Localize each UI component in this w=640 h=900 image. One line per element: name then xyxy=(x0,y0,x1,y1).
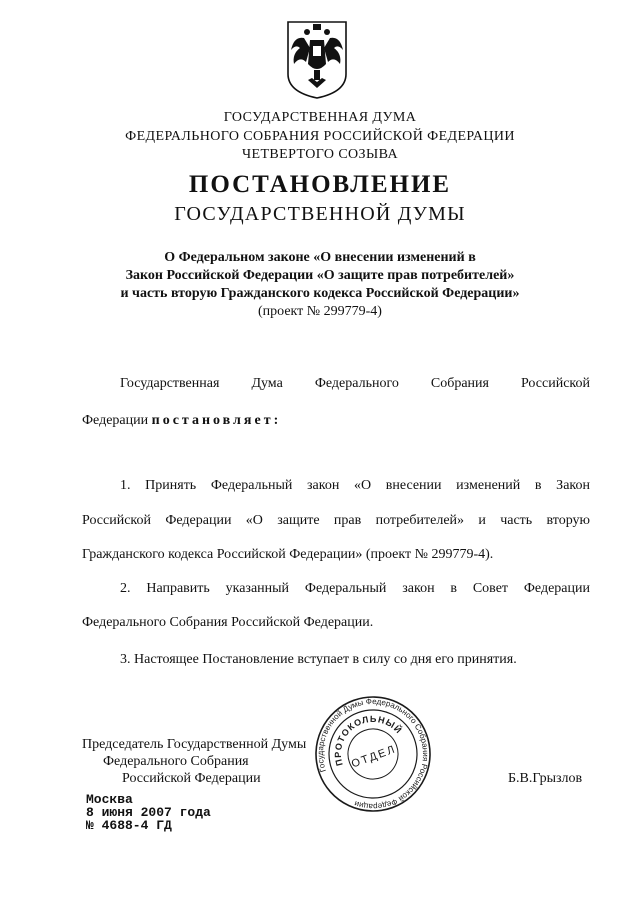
signature-title-line-2: Федерального Собрания xyxy=(103,754,249,769)
preamble-line-1: Государственная Дума Федерального Собрания Российской xyxy=(120,376,590,391)
subject-project-number: (проект № 299779-4) xyxy=(258,304,382,319)
footer-number: № 4688-4 ГД xyxy=(86,818,172,833)
document-subtitle: ГОСУДАРСТВЕННОЙ ДУМЫ xyxy=(174,203,466,225)
footer-city: Москва xyxy=(86,792,133,807)
footer-date: 8 июня 2007 года xyxy=(86,805,211,820)
signature-title-line-1: Председатель Государственной Думы xyxy=(82,737,307,752)
preamble-federation: Федерации xyxy=(82,413,152,428)
item-1-line-1: 1. Принять Федеральный закон «О внесении изменений в Закон xyxy=(120,478,590,493)
item-3: 3. Настоящее Постановление вступает в силу со дня его принятия. xyxy=(120,652,517,667)
signature-title-line-3: Российской Федерации xyxy=(122,771,261,786)
signatory-name: Б.В.Грызлов xyxy=(508,771,583,786)
document-title: ПОСТАНОВЛЕНИЕ xyxy=(188,171,452,198)
subject-line-2: Закон Российской Федерации «О защите прав потребителей» xyxy=(125,268,515,283)
item-2-line-1: 2. Направить указанный Федеральный закон в Совет Федерации xyxy=(120,581,590,596)
preamble-resolves: постановляет: xyxy=(151,413,282,428)
header-line-convocation: ЧЕТВЕРТОГО СОЗЫВА xyxy=(242,147,398,162)
stamp-center-text: ОТДЕЛ xyxy=(349,743,399,771)
preamble-line-2 xyxy=(82,412,590,430)
coat-of-arms-emblem xyxy=(282,18,352,100)
stamp-inner-text: ПРОТОКОЛЬНЫЙ xyxy=(332,713,405,767)
item-1-line-2: Российской Федерации «О защите прав потребителей» и часть вторую xyxy=(82,513,590,528)
header-line-assembly: ФЕДЕРАЛЬНОГО СОБРАНИЯ РОССИЙСКОЙ ФЕДЕРАЦИИ xyxy=(125,129,515,144)
subject-line-3: и часть вторую Гражданского кодекса Российской Федерации» xyxy=(120,286,520,301)
header-line-duma: ГОСУДАРСТВЕННАЯ ДУМА xyxy=(223,110,417,125)
item-1-line-3: Гражданского кодекса Российской Федерации» (проект № 299779-4). xyxy=(82,547,494,562)
subject-line-1: О Федеральном законе «О внесении изменений в xyxy=(164,250,476,265)
stamp-outer-text: Государственной Думы Федерального Собрания Российской Федерации xyxy=(315,696,431,812)
official-stamp xyxy=(313,694,433,814)
item-2-line-2: Федерального Собрания Российской Федерации. xyxy=(82,615,374,630)
